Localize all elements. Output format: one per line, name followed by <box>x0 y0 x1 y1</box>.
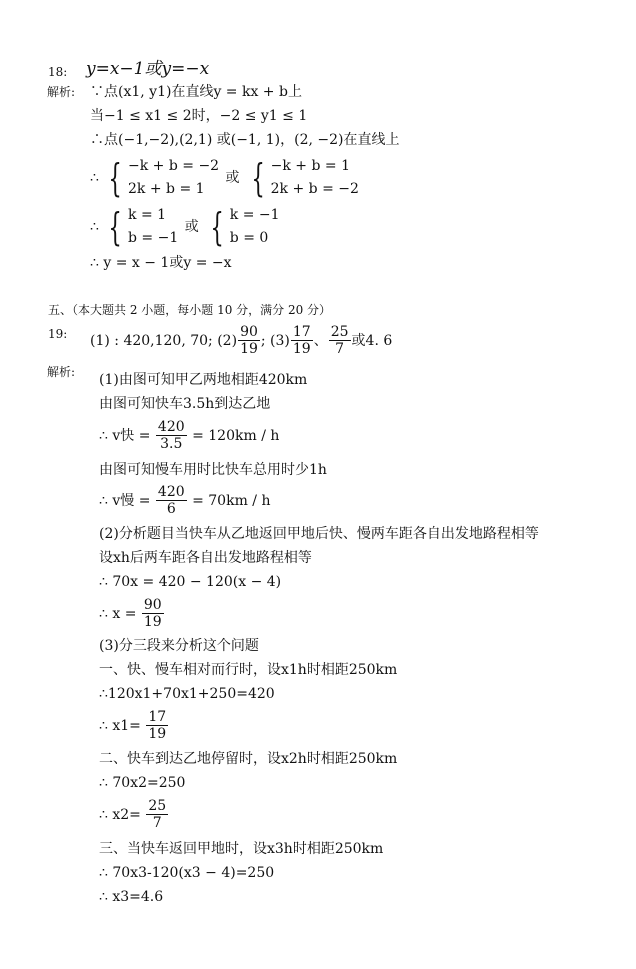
equation: k = −1 <box>229 207 280 223</box>
q19-equation: ∴ 70x3-120(x3 − 4)=250 <box>99 865 275 881</box>
left-brace-icon: { <box>210 205 224 249</box>
denominator: 19 <box>292 341 311 357</box>
equation: −k + b = 1 <box>270 158 350 174</box>
left-brace-icon: { <box>108 205 123 249</box>
question-19-answer <box>90 324 392 357</box>
fraction <box>329 324 351 357</box>
equation: −k + b = −2 <box>128 158 220 174</box>
question-19-number: 19: <box>48 327 68 341</box>
denominator: 7 <box>152 815 162 831</box>
numerator: 90 <box>240 324 258 340</box>
numerator: 25 <box>148 798 167 814</box>
q19-equation: ∴120x1+70x1+250=420 <box>99 686 275 702</box>
therefore-symbol: ∴ <box>90 219 99 235</box>
denominator: 19 <box>240 341 258 357</box>
equation: 2k + b = −2 <box>270 181 359 197</box>
q19-equation: ∴ 70x = 420 − 120(x − 4) <box>99 574 282 590</box>
equation-text: ∴ v快 = <box>99 427 151 444</box>
q19-paragraph: 设xh后两车距各自出发地路程相等 <box>99 550 312 566</box>
or-text: 或 <box>184 219 199 235</box>
numerator: 17 <box>148 709 167 725</box>
equation-text: = 70km / h <box>192 492 271 509</box>
denominator: 3.5 <box>160 436 183 452</box>
fraction <box>238 324 260 357</box>
left-brace-icon: { <box>251 156 265 200</box>
q18-system-row-2 <box>90 204 280 250</box>
q19-solution-x2 <box>99 798 169 831</box>
q19-speed-fast <box>99 419 279 452</box>
q19-paragraph: 二、快车到达乙地停留时，设x2h时相距250km <box>99 751 398 767</box>
question-18-number: 18: <box>48 65 68 79</box>
q19-paragraph: (1)由图可知甲乙两地相距420km <box>99 372 308 388</box>
equation-system-1 <box>128 155 219 201</box>
therefore-symbol: ∴ <box>90 170 99 186</box>
q19-analysis-label: 解析: <box>47 365 76 379</box>
equation-text: ∴ x = <box>99 605 137 622</box>
equation: b = 0 <box>229 230 269 246</box>
equation: k = 1 <box>128 207 167 223</box>
numerator: 17 <box>292 324 311 340</box>
numerator: 25 <box>330 324 349 340</box>
equation-text: ∴ x2= <box>99 806 141 823</box>
q18-line-3: ∴点(−1,−2),(2,1) 或(−1, 1)，(2, −2)在直线上 <box>90 132 400 148</box>
q19-paragraph: 由图可知慢车用时比快车总用时少1h <box>99 462 327 478</box>
or-text: 或 <box>225 170 240 186</box>
q19-speed-slow <box>99 484 270 517</box>
denominator: 6 <box>166 501 176 517</box>
denominator: 7 <box>335 341 345 357</box>
q18-line-1: ∵点(x1, y1)在直线y = kx + b上 <box>90 84 302 100</box>
q18-line-2: 当−1 ≤ x1 ≤ 2时，−2 ≤ y1 ≤ 1 <box>90 108 308 124</box>
fraction <box>291 324 313 357</box>
answer-text: ; (3) <box>260 332 290 349</box>
q19-paragraph: (3)分三段来分析这个问题 <box>99 638 259 654</box>
q18-final-line: ∴ y = x − 1或y = −x <box>90 255 232 271</box>
q18-system-row-1 <box>90 155 359 201</box>
numerator: 420 <box>157 419 185 435</box>
numerator: 90 <box>143 597 162 613</box>
fraction <box>142 597 164 630</box>
q19-equation: ∴ 70x2=250 <box>99 775 186 791</box>
numerator: 420 <box>157 484 185 500</box>
q19-equation: ∴ x3=4.6 <box>99 889 164 905</box>
answer-text: (1) : 420,120, 70; (2) <box>90 332 238 349</box>
q18-analysis-label: 解析: <box>47 85 76 99</box>
answer-text: 或4. 6 <box>351 332 393 349</box>
separator: 、 <box>313 332 328 349</box>
equation: 2k + b = 1 <box>128 181 205 197</box>
question-18-answer: y=x−1或y=−x <box>86 59 210 79</box>
q19-paragraph: 三、当快车返回甲地时，设x3h时相距250km <box>99 841 384 857</box>
fraction <box>146 709 168 742</box>
left-brace-icon: { <box>108 156 123 200</box>
equation-system-3 <box>128 204 178 250</box>
q19-solution-x <box>99 597 165 630</box>
equation-text: ∴ v慢 = <box>99 492 151 509</box>
equation-system-4 <box>230 204 280 250</box>
equation-text: ∴ x1= <box>99 717 141 734</box>
q19-paragraph: (2)分析题目当快车从乙地返回甲地后快、慢两车距各自出发地路程相等 <box>99 526 539 542</box>
q19-paragraph: 由图可知快车3.5h到达乙地 <box>99 396 271 412</box>
equation: b = −1 <box>128 230 179 246</box>
denominator: 19 <box>143 614 162 630</box>
equation-text: = 120km / h <box>192 427 280 444</box>
equation-system-2 <box>271 155 359 201</box>
fraction <box>146 798 168 831</box>
q19-paragraph: 一、快、慢车相对而行时，设x1h时相距250km <box>99 662 398 678</box>
section-heading: 五、（本大题共 2 小题，每小题 10 分，满分 20 分） <box>48 303 332 317</box>
fraction <box>156 484 187 517</box>
fraction <box>156 419 187 452</box>
q19-solution-x1 <box>99 709 169 742</box>
denominator: 19 <box>148 726 167 742</box>
